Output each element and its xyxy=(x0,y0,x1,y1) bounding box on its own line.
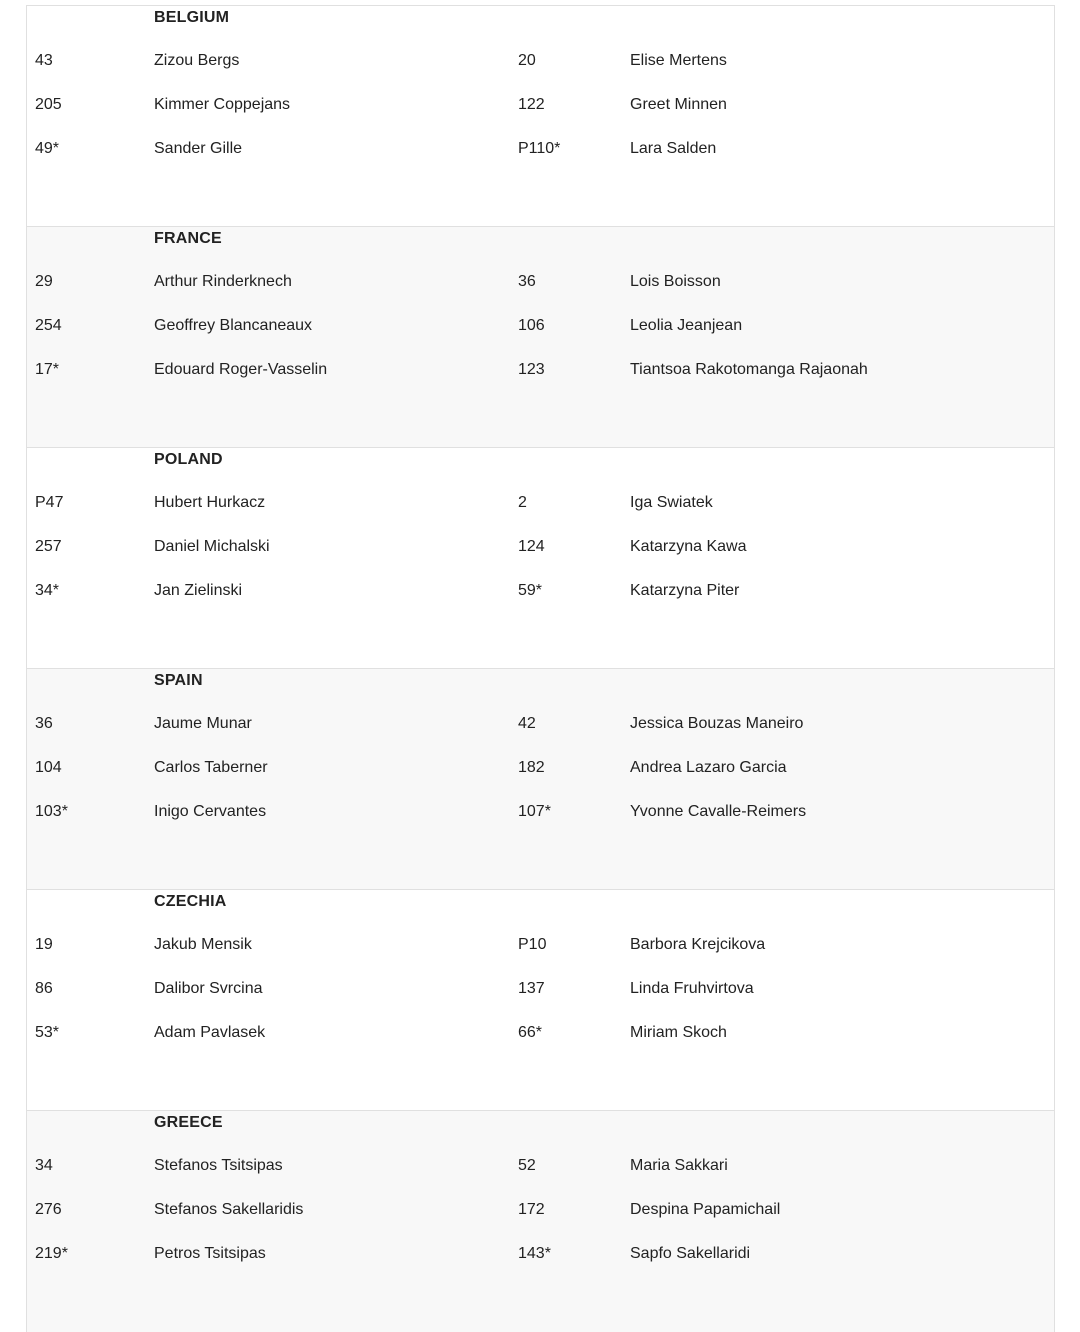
men-player-cell: Adam Pavlasek xyxy=(154,1024,266,1041)
country-heading: SPAIN xyxy=(154,672,203,689)
table-row xyxy=(27,317,1054,339)
men-player-cell: Jaume Munar xyxy=(154,715,252,732)
men-rank-cell: 276 xyxy=(35,1201,62,1218)
men-rank-cell: 34* xyxy=(35,582,60,599)
table-row xyxy=(27,936,1054,958)
men-player-cell: Jan Zielinski xyxy=(154,582,243,599)
women-player-cell: Yvonne Cavalle-Reimers xyxy=(630,803,807,820)
men-rank-cell: P47 xyxy=(35,494,64,511)
table-row xyxy=(27,140,1054,162)
country-heading: BELGIUM xyxy=(154,9,230,26)
table-row xyxy=(27,96,1054,118)
table-row xyxy=(27,273,1054,295)
men-rank-cell: 103* xyxy=(35,803,68,820)
women-player-cell: Lara Salden xyxy=(630,140,717,157)
women-player-cell: Andrea Lazaro Garcia xyxy=(630,759,787,776)
women-player-cell: Lois Boisson xyxy=(630,273,721,290)
women-rank-cell: P10 xyxy=(518,936,547,953)
men-player-cell: Hubert Hurkacz xyxy=(154,494,266,511)
men-player-cell: Jakub Mensik xyxy=(154,936,252,953)
women-player-cell: Sapfo Sakellaridi xyxy=(630,1245,751,1262)
women-player-cell: Greet Minnen xyxy=(630,96,727,113)
men-player-cell: Stefanos Sakellaridis xyxy=(154,1201,304,1218)
table-row xyxy=(27,980,1054,1002)
men-player-cell: Dalibor Svrcina xyxy=(154,980,263,997)
men-rank-cell: 29 xyxy=(35,273,53,290)
men-player-cell: Daniel Michalski xyxy=(154,538,270,555)
women-player-cell: Katarzyna Kawa xyxy=(630,538,747,555)
table-row xyxy=(27,582,1054,604)
women-rank-cell: 36 xyxy=(518,273,536,290)
women-player-cell: Jessica Bouzas Maneiro xyxy=(630,715,804,732)
men-player-cell: Kimmer Coppejans xyxy=(154,96,291,113)
women-rank-cell: 123 xyxy=(518,361,545,378)
country-section-poland xyxy=(27,448,1054,669)
table-row xyxy=(27,1201,1054,1223)
table-row xyxy=(27,1024,1054,1046)
men-rank-cell: 43 xyxy=(35,52,53,69)
men-player-cell: Carlos Taberner xyxy=(154,759,268,776)
men-rank-cell: 17* xyxy=(35,361,60,378)
table-row xyxy=(27,361,1054,383)
table-row xyxy=(27,538,1054,560)
men-player-cell: Inigo Cervantes xyxy=(154,803,267,820)
country-section-belgium xyxy=(27,6,1054,227)
women-player-cell: Tiantsoa Rakotomanga Rajaonah xyxy=(630,361,868,378)
country-section-france xyxy=(27,227,1054,448)
men-player-cell: Sander Gille xyxy=(154,140,243,157)
men-rank-cell: 86 xyxy=(35,980,53,997)
women-rank-cell: 124 xyxy=(518,538,545,555)
men-player-cell: Edouard Roger-Vasselin xyxy=(154,361,328,378)
men-rank-cell: 104 xyxy=(35,759,62,776)
country-heading: POLAND xyxy=(154,451,223,468)
country-section-czechia xyxy=(27,890,1054,1111)
table-row xyxy=(27,494,1054,516)
women-player-cell: Elise Mertens xyxy=(630,52,727,69)
women-rank-cell: 106 xyxy=(518,317,545,334)
country-heading: FRANCE xyxy=(154,230,222,247)
women-rank-cell: 122 xyxy=(518,96,545,113)
table-row xyxy=(27,803,1054,825)
table-row xyxy=(27,52,1054,74)
men-rank-cell: 53* xyxy=(35,1024,60,1041)
men-player-cell: Zizou Bergs xyxy=(154,52,240,69)
women-player-cell: Maria Sakkari xyxy=(630,1157,728,1174)
women-rank-cell: 66* xyxy=(518,1024,543,1041)
women-rank-cell: 42 xyxy=(518,715,536,732)
men-rank-cell: 19 xyxy=(35,936,53,953)
women-rank-cell: 137 xyxy=(518,980,545,997)
women-player-cell: Despina Papamichail xyxy=(630,1201,781,1218)
table-row xyxy=(27,759,1054,781)
table-row xyxy=(27,715,1054,737)
team-rankings-table xyxy=(26,5,1055,1332)
men-rank-cell: 34 xyxy=(35,1157,53,1174)
women-rank-cell: 20 xyxy=(518,52,536,69)
table-row xyxy=(27,1157,1054,1179)
men-rank-cell: 219* xyxy=(35,1245,68,1262)
women-rank-cell: 2 xyxy=(518,494,527,511)
men-rank-cell: 36 xyxy=(35,715,53,732)
women-rank-cell: 172 xyxy=(518,1201,545,1218)
women-rank-cell: 143* xyxy=(518,1245,551,1262)
table-row xyxy=(27,1245,1054,1267)
women-rank-cell: 59* xyxy=(518,582,543,599)
women-player-cell: Miriam Skoch xyxy=(630,1024,727,1041)
women-player-cell: Iga Swiatek xyxy=(630,494,713,511)
men-player-cell: Geoffrey Blancaneaux xyxy=(154,317,313,334)
men-rank-cell: 205 xyxy=(35,96,62,113)
women-rank-cell: 107* xyxy=(518,803,551,820)
women-player-cell: Barbora Krejcikova xyxy=(630,936,766,953)
men-rank-cell: 49* xyxy=(35,140,60,157)
women-player-cell: Katarzyna Piter xyxy=(630,582,740,599)
men-player-cell: Stefanos Tsitsipas xyxy=(154,1157,283,1174)
women-player-cell: Linda Fruhvirtova xyxy=(630,980,754,997)
men-rank-cell: 254 xyxy=(35,317,62,334)
women-rank-cell: 52 xyxy=(518,1157,536,1174)
country-section-spain xyxy=(27,669,1054,890)
country-heading: CZECHIA xyxy=(154,893,227,910)
country-section-greece xyxy=(27,1111,1054,1332)
men-player-cell: Petros Tsitsipas xyxy=(154,1245,266,1262)
men-player-cell: Arthur Rinderknech xyxy=(154,273,292,290)
women-rank-cell: 182 xyxy=(518,759,545,776)
women-rank-cell: P110* xyxy=(518,140,561,157)
country-heading: GREECE xyxy=(154,1114,223,1131)
men-rank-cell: 257 xyxy=(35,538,62,555)
women-player-cell: Leolia Jeanjean xyxy=(630,317,743,334)
